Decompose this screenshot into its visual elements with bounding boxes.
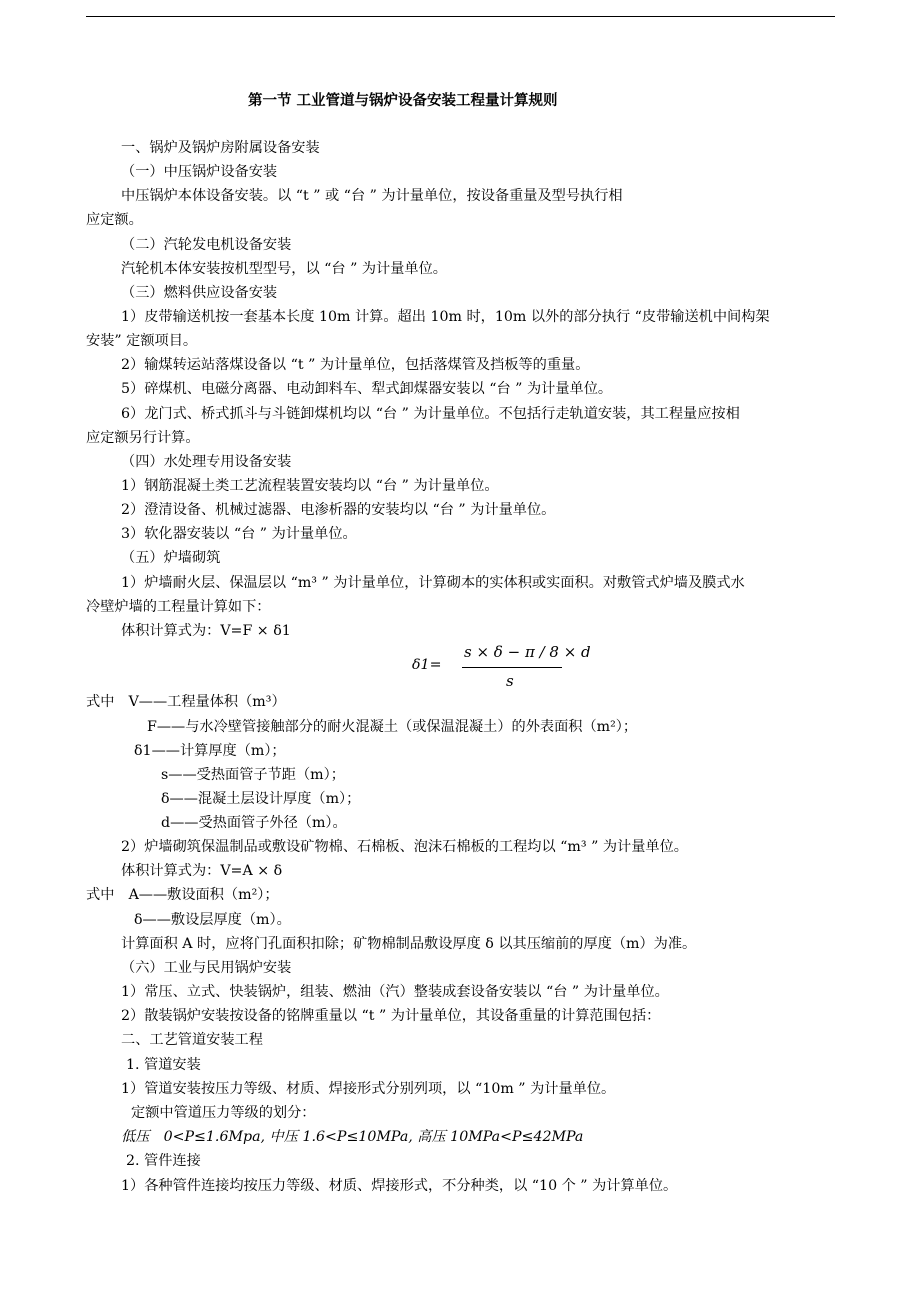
- variable-definition: F——与水冷壁管接触部分的耐火混凝土（或保温混凝土）的外表面积（m²）；: [147, 719, 638, 735]
- header-rule: [86, 16, 835, 17]
- variable-definition: 式中 V——工程量体积（m³）: [86, 694, 286, 710]
- variable-definition: δ——混凝土层设计厚度（m）；: [161, 791, 361, 807]
- fraction-bar: [462, 667, 562, 668]
- paragraph-line: 1）钢筋混凝土类工艺流程装置安装均以 “台 ” 为计量单位。: [121, 478, 499, 494]
- paragraph-line: 计算面积 A 时，应将门孔面积扣除；矿物棉制品敷设厚度 δ 以其压缩前的厚度（m）为准。: [121, 936, 697, 952]
- paragraph-line: 冷壁炉墙的工程量计算如下：: [86, 599, 271, 615]
- paragraph-line: 6）龙门式、桥式抓斗与斗链卸煤机均以 “台 ” 为计量单位。不包括行走轨道安装，其工程量应按相: [121, 406, 740, 422]
- variable-definition: 式中 A——敷设面积（m²）；: [86, 887, 279, 903]
- paragraph-line: 中压锅炉本体设备安装。以 “t ” 或 “台 ” 为计量单位，按设备重量及型号执行相: [121, 188, 623, 204]
- section-heading: 二、工艺管道安装工程: [121, 1032, 263, 1048]
- paragraph-line: 2）散装锅炉安装按设备的铭牌重量以 “t ” 为计量单位，其设备重量的计算范围包括：: [121, 1008, 661, 1024]
- subsection-heading: （一）中压锅炉设备安装: [121, 164, 278, 180]
- subsection-heading: （五）炉墙砌筑: [121, 550, 221, 566]
- page-title: 第一节 工业管道与锅炉设备安装工程量计算规则: [248, 92, 558, 109]
- paragraph-line: 1）管道安装按压力等级、材质、焊接形式分别列项，以 “10m ” 为计量单位。: [121, 1081, 616, 1097]
- subsection-heading: （四）水处理专用设备安装: [121, 454, 292, 470]
- paragraph-line: 1）炉墙耐火层、保温层以 “m³ ” 为计量单位，计算砌本的实体积或实面积。对敷管式炉墙及膜式水: [121, 575, 745, 591]
- variable-definition: s——受热面管子节距（m）；: [161, 767, 345, 783]
- subsection-heading: （三）燃料供应设备安装: [121, 285, 278, 301]
- subsection-heading: （二）汽轮发电机设备安装: [121, 237, 292, 253]
- paragraph-line: 应定额另行计算。: [86, 430, 200, 446]
- subsection-heading: （六）工业与民用锅炉安装: [121, 960, 292, 976]
- paragraph-line: 定额中管道压力等级的划分：: [131, 1105, 316, 1121]
- paragraph-line: 2）澄清设备、机械过滤器、电渗析器的安装均以 “台 ” 为计量单位。: [121, 502, 556, 518]
- formula-numerator: s × δ − π / 8 × d: [464, 643, 591, 661]
- paragraph-line: 2）输煤转运站落煤设备以 “t ” 为计量单位，包括落煤管及挡板等的重量。: [121, 357, 590, 373]
- pressure-ranges: 低压 0<P≤1.6Mpa, 中压 1.6<P≤10MPa, 高压 10MPa<P≤42MPa: [121, 1129, 584, 1145]
- formula-line: 体积计算式为：V=A × δ: [121, 863, 283, 879]
- paragraph-line: 3）软化器安装以 “台 ” 为计量单位。: [121, 526, 357, 542]
- paragraph-line: 1）各种管件连接均按压力等级、材质、焊接形式，不分种类，以 “10 个 ” 为计算单位。: [121, 1178, 678, 1194]
- paragraph-line: 1）常压、立式、快装锅炉，组装、燃油（汽）整装成套设备安装以 “台 ” 为计量单位。: [121, 984, 669, 1000]
- subsection-heading: 2. 管件连接: [126, 1153, 201, 1169]
- paragraph-line: 安装” 定额项目。: [86, 333, 198, 349]
- formula-lhs: δ1=: [412, 657, 442, 673]
- paragraph-line: 1）皮带输送机按一套基本长度 10m 计算。超出 10m 时，10m 以外的部分执行 “皮带输送机中间构架: [121, 309, 770, 325]
- section-heading: 一、锅炉及锅炉房附属设备安装: [121, 140, 320, 156]
- subsection-heading: 1. 管道安装: [126, 1057, 201, 1073]
- variable-definition: δ——敷设层厚度（m）。: [134, 912, 291, 928]
- paragraph-line: 汽轮机本体安装按机型型号，以 “台 ” 为计量单位。: [121, 261, 447, 277]
- formula-line: 体积计算式为：V=F × δ1: [121, 623, 291, 639]
- formula-denominator: s: [506, 672, 514, 690]
- paragraph-line: 应定额。: [86, 212, 143, 228]
- paragraph-line: 2）炉墙砌筑保温制品或敷设矿物棉、石棉板、泡沫石棉板的工程均以 “m³ ” 为计量单位。: [121, 839, 688, 855]
- variable-definition: δ1——计算厚度（m）；: [134, 743, 286, 759]
- paragraph-line: 5）碎煤机、电磁分离器、电动卸料车、犁式卸煤器安装以 “台 ” 为计量单位。: [121, 381, 613, 397]
- variable-definition: d——受热面管子外径（m）。: [161, 815, 347, 831]
